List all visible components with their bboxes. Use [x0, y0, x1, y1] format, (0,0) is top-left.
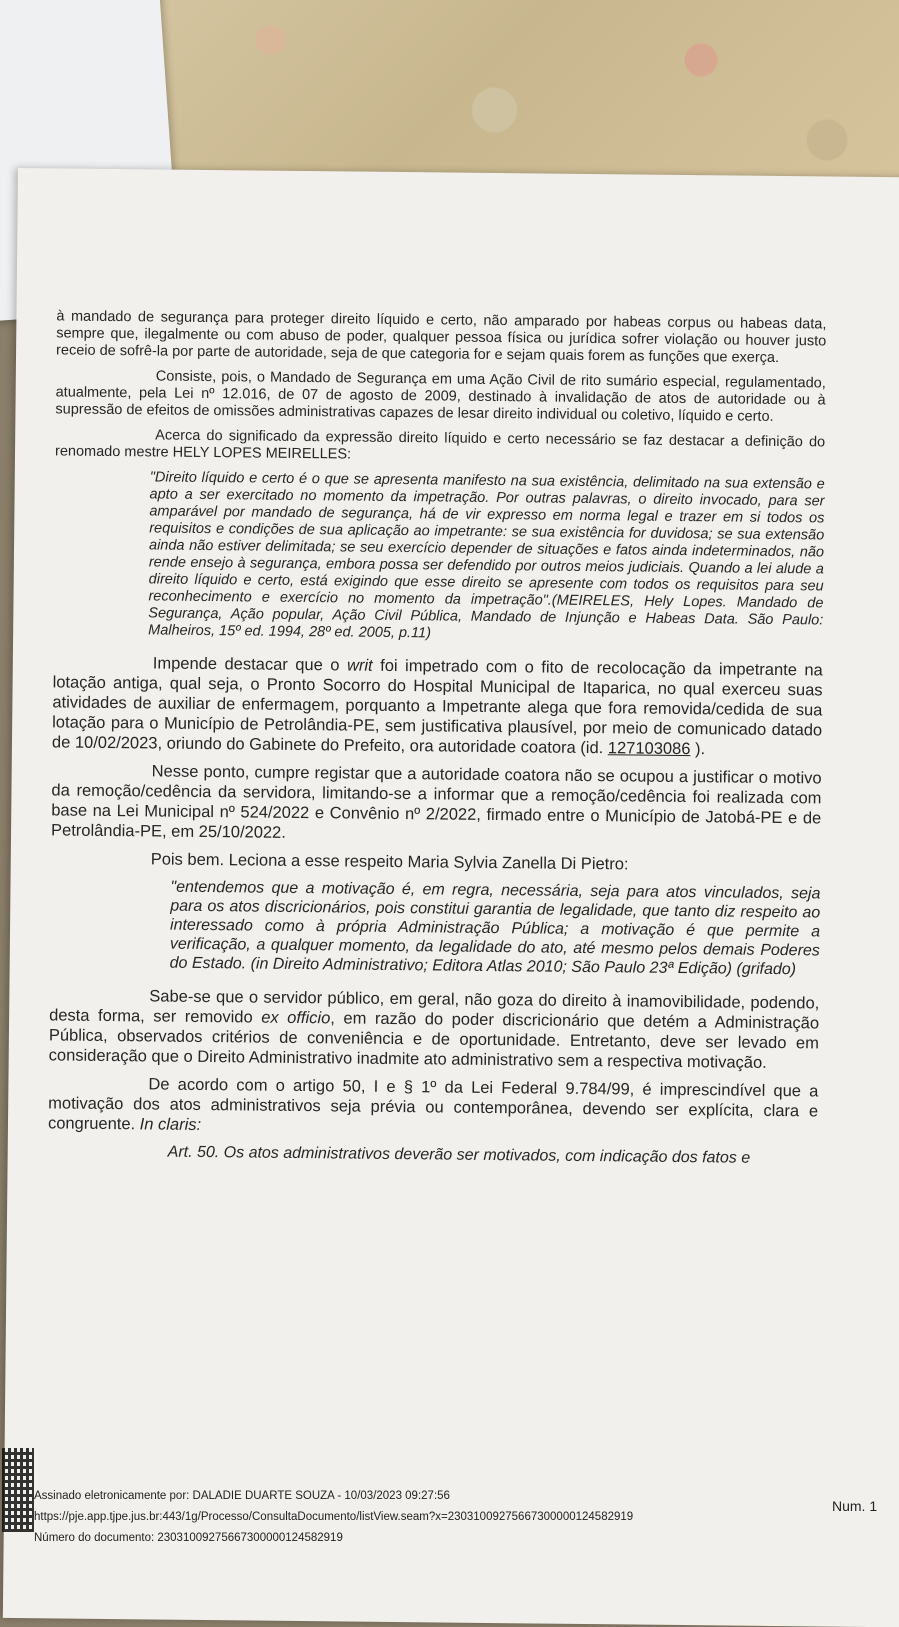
page-number: Num. 1: [832, 1498, 878, 1514]
document-page: [3, 168, 899, 1627]
document-id-link[interactable]: 127103086: [607, 739, 691, 759]
qr-code-icon: [2, 1448, 34, 1532]
document-number: Número do documento: 23031009275667300000124582919: [34, 1532, 343, 1544]
paragraph-6: Pois bem. Leciona a esse respeito Maria Sylvia Zanella Di Pietro:: [150, 850, 629, 874]
paragraph-7: Sabe-se que o servidor público, em geral, não goza do direito à inamovibilidade, podendo, desta forma, ser removido ex officio, em razão do poder discricionário que detém a Administração Pública, observados critérios de conveniência e de oportunidade. Entretanto, deve ser levado em consideração que o Direito Administrativo inadmite ato administrativo sem a respectiva motivação.: [48, 987, 820, 1072]
document-body: [47, 308, 826, 1182]
paragraph-1: à mandado de segurança para proteger direito líquido e certo, não amparado por habeas corpus ou habeas data, sempre que, ilegalmente ou com abuso de poder, qualquer pessoa física ou jurídica sofrer violação ou houver justo receio de sofrê-la por parte de autoridade, seja de que categoria for e sejam quais forem as funções que exerça.: [56, 308, 827, 366]
quote-meirelles: "Direito líquido e certo é o que se apresenta manifesto na sua existência, delimitado na sua extensão e apto a ser exercitado no momento da impetração. Por outras palavras, o direito invocado, para ser amparável por mandado de segurança, há de vir expresso em norma legal e trazer em si todos os requisitos e condições de sua aplicação ao impetrante: se sua existência for duvidosa; se sua extensão ainda não estiver delimitada; se seu exercício depender de situações e fatos ainda indeterminados, não rende ensejo à segurança, embora possa ser defendido por outros meios judiciais. Quando a lei alude a direito líquido e certo, está exigindo que esse direito se apresente com todos os requisitos para seu reconhecimento e exercício no momento da impetração".(MEIRELES, Hely Lopes. Mandado de Segurança, Ação popular, Ação Civil Pública, Mandado de Injunção e Habeas Data. São Paulo: Malheiros, 15º ed. 1994, 28º ed. 2005, p.11): [148, 469, 825, 642]
document-url[interactable]: https://pje.app.tjpe.jus.br:443/1g/Processo/ConsultaDocumento/listView.seam?x=23031009275667300000124582919: [34, 1511, 634, 1523]
paragraph-8: De acordo com o artigo 50, I e § 1º da Lei Federal 9.784/99, é imprescindível que a motivação dos atos administrativos seja prévia ou contemporânea, devendo ser explícita, clara e congruente. In claris:: [47, 1075, 819, 1134]
paragraph-2: Consiste, pois, o Mandado de Segurança em uma Ação Civil de rito sumário especial, regulamentado, atualmente, pela Lei nº 12.016, de 07 de agosto de 2009, destinado à invalidação de atos de autoridade ou à supressão de efeitos de omissões administrativas capazes de lesar direito individual ou coletivo, líquido e certo.: [55, 368, 826, 425]
signature-line: Assinado eletronicamente por: DALADIE DUARTE SOUZA - 10/03/2023 09:27:56: [34, 1490, 450, 1502]
article-50-quote: Art. 50. Os atos administrativos deverão ser motivados, com indicação dos fatos e: [167, 1143, 751, 1167]
paragraph-4: Impende destacar que o writ foi impetrado com o fito de recolocação da impetrante na lotação antiga, qual seja, o Pronto Socorro do Hospital Municipal de Itaparica, no qual exerceu suas atividades de auxiliar de enfermagem, porquanto a Impetrante alega que fora removida/cedida de sua lotação para o Município de Petrolândia-PE, sem justificativa plausível, por meio de comunicado datado de 10/02/2023, oriundo do Gabinete do Prefeito, ora autoridade coatora (id. 127103086 ).: [51, 654, 823, 759]
paragraph-5: Nesse ponto, cumpre registar que a autoridade coatora não se ocupou a justificar o motivo da remoção/cedência da servidora, limitando-se a informar que a remoção/cedência foi realizada com base na Lei Municipal nº 524/2022 e Convênio nº 2/2022, firmado entre o Município de Jatobá-PE e de Petrolândia-PE, em 25/10/2022.: [50, 762, 822, 842]
quote-di-pietro: "entendemos que a motivação é, em regra, necessária, seja para atos vinculados, seja para os atos discricionários, pois constitui garantia de legalidade, que tanto diz respeito ao interessado como à própria Administração Pública; a motivação é que permite a verificação, a qualquer momento, da legalidade do ato, até mesmo pelos demais Poderes do Estado. (in Direito Administrativo; Editora Atlas 2010; São Paulo 23ª Edição) (grifado): [169, 878, 821, 979]
paragraph-3: Acerca do significado da expressão direito líquido e certo necessário se faz destacar a definição do renomado mestre HELY LOPES MEIRELLES:: [54, 427, 826, 463]
signature-footer: [0, 1448, 899, 1599]
